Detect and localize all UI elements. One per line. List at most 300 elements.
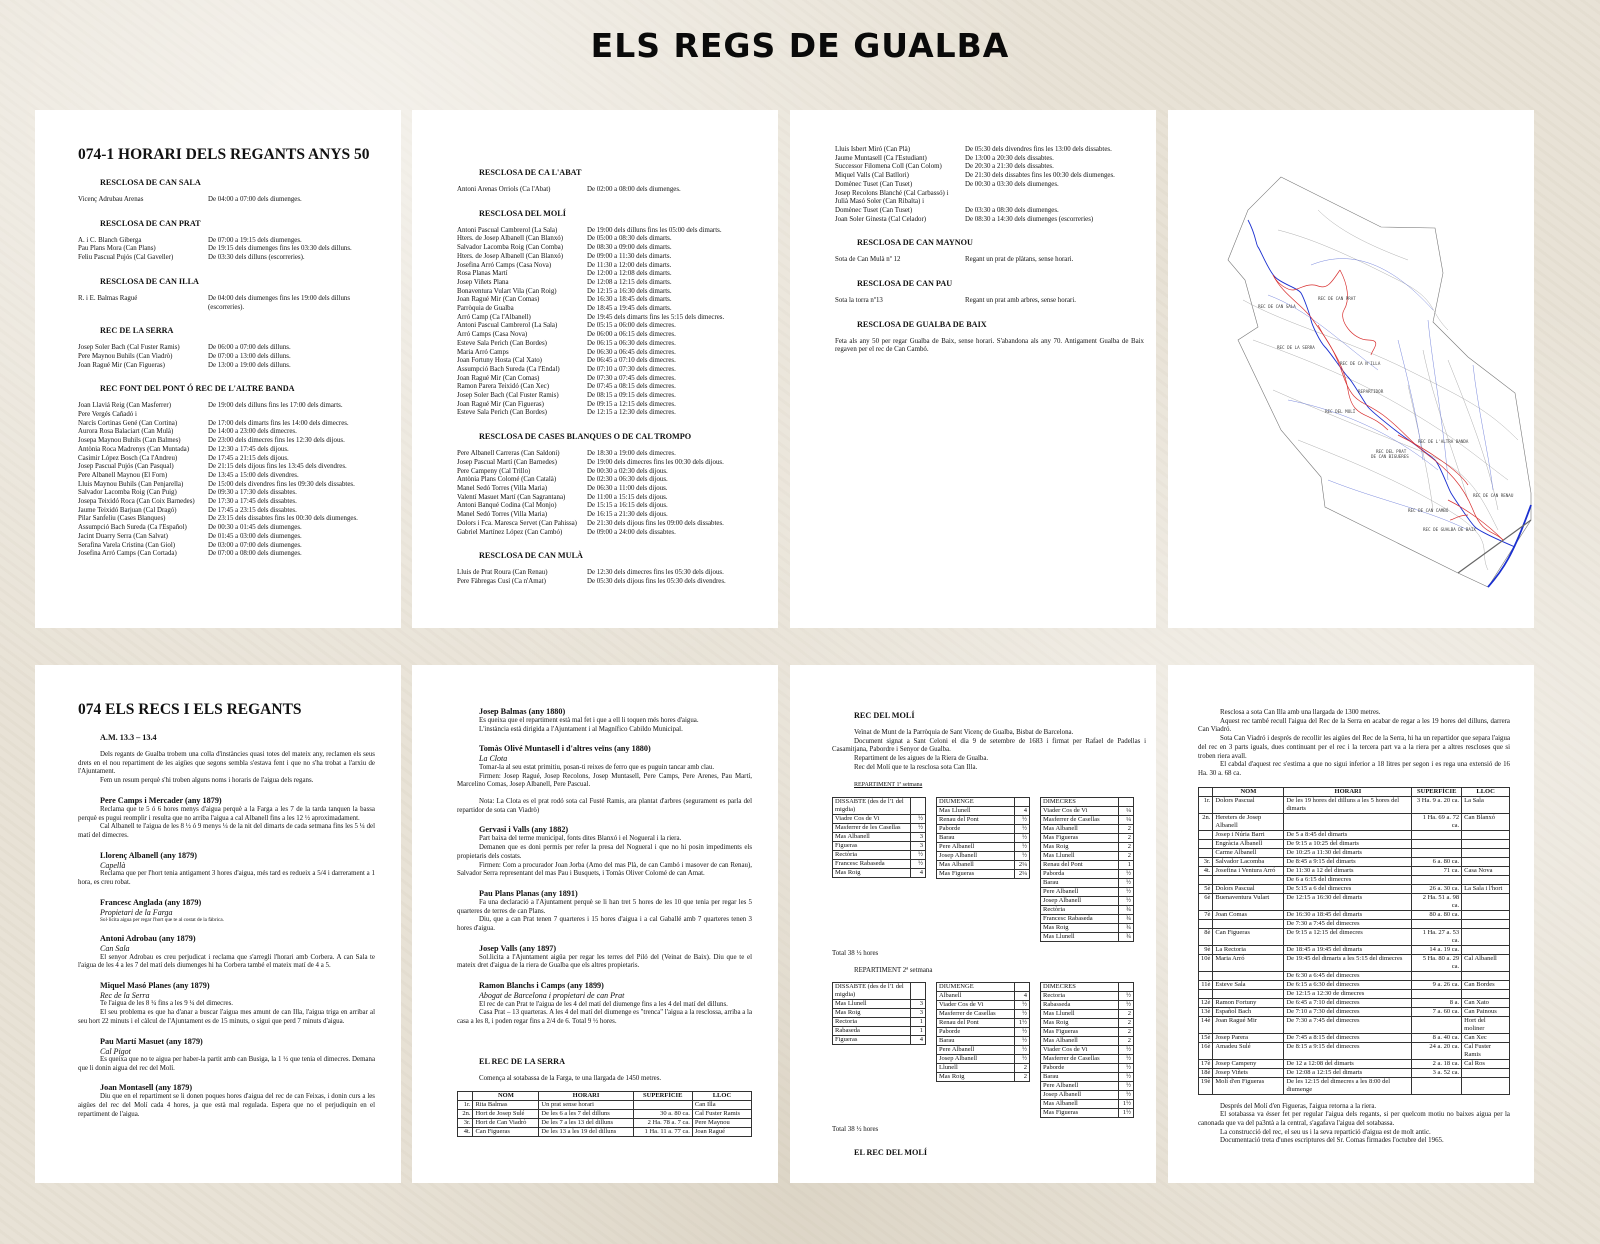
- document-page-horari-regants: [35, 110, 401, 628]
- holder-name: Mas Llunell: [1041, 852, 1119, 861]
- table-cell: [1199, 919, 1213, 928]
- schedule-list: [457, 227, 760, 418]
- schedule-row: [78, 498, 383, 507]
- section-heading: RESCLOSA DE CASES BLANQUES O DE CAL TROMPO: [479, 432, 692, 442]
- irrigation-time: [965, 198, 1144, 207]
- table-cell: Amadeu Sulé: [1213, 1042, 1284, 1059]
- paragraph: Diu que en el repartiment se li donen poques hores d'aigua del rec de can Feixas, i donin curs a les aigües del rec del Molí cada 4 hores, ja que està mal regulada. Espera que no el perjudiquin en el repartiment de l'aigua.: [78, 1093, 375, 1118]
- table-cell: De 8:15 a 9:15 del dimecres: [1284, 1042, 1412, 1059]
- irrigation-time: De 15:00 dels divendres fins les 09:30 dels dissabtes.: [208, 480, 355, 488]
- section-heading: RESCLOSA DE CAN PRAT: [100, 218, 201, 228]
- schedule-row: [457, 288, 760, 297]
- paragraph: Rec del Molí que te la resclosa sota Can Illa.: [854, 763, 978, 771]
- hours: 2: [1119, 843, 1134, 852]
- table-row: [458, 1128, 752, 1137]
- schedule-row: [78, 437, 383, 446]
- irrigator-name: Narcís Cortinas Gené (Can Cortina): [78, 419, 178, 427]
- schedule-row: [78, 420, 383, 429]
- paragraph: Després del Molí d'en Figueras, l'aigua retorna a la riera.: [1220, 1102, 1377, 1110]
- table-row: [1041, 834, 1134, 843]
- irrigator-name: Assumpció Bach Sureda (Ca l'Endal): [457, 365, 560, 373]
- irrigation-time: De 03:30 a 08:30 dels diumenges.: [965, 206, 1059, 214]
- table-cell: [1412, 1016, 1462, 1033]
- table-cell: De 7:30 a 7:45 del dimecres: [1284, 919, 1412, 928]
- label-rec-de-can-prat: REC DE CAN PRAT: [1318, 296, 1356, 301]
- table-cell: 1 Ha. 27 a. 53 ca.: [1412, 928, 1462, 945]
- hours: ½: [1015, 825, 1030, 834]
- holder-name: Pere Albanell: [1041, 1081, 1119, 1090]
- table-row: [1199, 857, 1510, 866]
- irrigator-name: Lluis Maynou Buhils (Can Penjarella): [78, 480, 184, 488]
- page-heading: 074-1 HORARI DELS REGANTS ANYS 50: [78, 146, 370, 163]
- total-hours: Total 38 ½ hores: [832, 950, 879, 958]
- label-repartidor: REPARTIDOR: [1358, 389, 1384, 394]
- holder-name: Paborda: [1041, 870, 1119, 879]
- holder-name: Figueras: [833, 842, 911, 851]
- hours: 2: [1119, 834, 1134, 843]
- irrigation-time: De 07:10 a 07:30 dels dimecres.: [587, 365, 676, 373]
- paragraph: El senyor Adrobau es creu perjudicat i reclama que s'arregli l'horari amb Corbera. A can Sala te l'aigua de les 4 a les 7 del matí dels diumenges hi ha Corbera també el mateix matí de 4 a 5.: [78, 953, 375, 970]
- table-cell: Ramon Fortuny: [1213, 998, 1284, 1007]
- table-cell: De 12 a 12:08 del dimarts: [1284, 1059, 1412, 1068]
- table-row: [833, 815, 926, 824]
- claimant-name: Francesc Anglada (any 1879): [100, 897, 202, 907]
- table-cell: Esteve Sala: [1213, 980, 1284, 989]
- table-cell: Hort de Can Viadrò: [473, 1119, 539, 1128]
- table-cell: 19è: [1199, 1077, 1213, 1094]
- table-cell: De 5 a 8:45 del dimarts: [1284, 830, 1412, 839]
- table-cell: De 12:08 a 12:15 del dimarts: [1284, 1068, 1412, 1077]
- table-cell: De 12:15 a 16:30 del dimarts: [1284, 893, 1412, 910]
- table-cell: [1462, 839, 1510, 848]
- schedule-row: [457, 401, 760, 410]
- schedule-row: [457, 186, 760, 195]
- irrigator-name: Josefina Arró Camps (Can Cortada): [78, 550, 177, 558]
- irrigator-name: Josep Recolons Blanché (Cal Carbassó) i: [835, 189, 949, 197]
- claimant-subtitle: La Clota: [479, 754, 508, 764]
- irrigator-name: Domènec Tuset (Can Tuset): [835, 206, 913, 214]
- irrigator-name: Gabriel Martínez López (Can Cambó): [457, 528, 563, 536]
- table-row: [1041, 1108, 1134, 1117]
- table-row: [937, 991, 1030, 1000]
- table-row: [833, 1026, 926, 1035]
- irrigation-time: De 19:00 dels dilluns fins les 05:00 dels dimarts.: [587, 226, 722, 234]
- section-heading: REC DE LA SERRA: [100, 326, 174, 336]
- holder-name: Pere Albanell: [1041, 888, 1119, 897]
- table-cell: 2 a. 18 ca.: [1412, 1059, 1462, 1068]
- table-cell: [1412, 875, 1462, 884]
- paragraph: Fem un resum perquè s'hi troben alguns noms i horaris de l'aigua dels regans.: [100, 777, 314, 785]
- irrigator-name: Arró Camp (Ca l'Albanell): [457, 313, 531, 321]
- irrigator-name: Parròquia de Gualba: [457, 305, 514, 313]
- table-cell: [1284, 813, 1412, 830]
- irrigator-name: Arró Camps (Casa Nova): [457, 331, 528, 339]
- table-cell: [1462, 830, 1510, 839]
- irrigator-name: Joan Ragué Mir (Can Comas): [457, 296, 540, 304]
- schedule-list: [78, 402, 383, 559]
- table-cell: Dolors Pascual: [1213, 796, 1284, 813]
- schedule-row: [78, 344, 383, 353]
- irrigator-name: Jaume Muntasell (Ca l'Estudiant): [835, 154, 927, 162]
- irrigator-name: Manel Sedó Torres (Villa Maria): [457, 511, 548, 519]
- schedule-row: [835, 256, 1144, 265]
- holder-name: Mas Roig: [1041, 924, 1119, 933]
- irrigation-time: De 02:30 a 06:30 dels dijous.: [587, 476, 668, 484]
- table-row: [1199, 839, 1510, 848]
- table-header-row: [1041, 798, 1134, 807]
- hours: 2¼: [1015, 870, 1030, 879]
- table-cell: De 11:30 a 12 del dimarts: [1284, 866, 1412, 875]
- holder-name: Llunell: [937, 1063, 1015, 1072]
- schedule-row: [78, 507, 383, 516]
- hours: ½: [1119, 991, 1134, 1000]
- schedule-row: [457, 349, 760, 358]
- hours: ½: [1015, 816, 1030, 825]
- table-cell: De 8:45 a 9:15 del dimarts: [1284, 857, 1412, 866]
- table-row: [937, 1036, 1030, 1045]
- schedule-row: [78, 196, 383, 205]
- table-header-row: [937, 982, 1030, 991]
- irrigation-time: De 05:00 a 08:30 dels dimarts.: [587, 235, 672, 243]
- hours: ¾: [1119, 933, 1134, 942]
- irrigation-time: De 06:45 a 07:10 dels dimecres.: [587, 357, 676, 365]
- irrigator-name: Sota la torra nº13: [835, 297, 883, 305]
- table-header-row: [458, 1092, 752, 1101]
- table-cell: 15è: [1199, 1033, 1213, 1042]
- schedule-row: [835, 198, 1144, 207]
- irrigator-name: Serafina Varela Cristina (Can Giol): [78, 541, 176, 549]
- schedule-row: [457, 244, 760, 253]
- schedule-row: [457, 569, 760, 578]
- table-cell: 4t.: [458, 1128, 473, 1137]
- distribution-tables: [832, 982, 1146, 1118]
- table-cell: 11è: [1199, 980, 1213, 989]
- table-row: [1199, 954, 1510, 971]
- holder-name: Mas Figueras: [1041, 1027, 1119, 1036]
- table-cell: [1199, 989, 1213, 998]
- hours: ½: [1015, 852, 1030, 861]
- paragraph: Diu, que a can Prat tenen 7 quarteres i 15 hores d'aigua i a cal Gaballé amb 7 quarteres tenen 3 hores d'aigua.: [457, 916, 752, 933]
- label-rec-de-can-renau: REC DE CAN RENAU: [1473, 493, 1514, 498]
- table-row: [833, 833, 926, 842]
- holder-name: Rectòria: [1041, 906, 1119, 915]
- irrigator-name: Josepa Maynou Buhils (Can Balmes): [78, 437, 181, 445]
- table-row: [1199, 848, 1510, 857]
- hours: 2: [1119, 1036, 1134, 1045]
- schedule-row: [78, 295, 383, 312]
- irrigation-time: De 06:30 a 06:45 dels dimecres.: [587, 348, 676, 356]
- table-cell: 24 a. 20 ca.: [1412, 1042, 1462, 1059]
- paragraph: Es queixa que el repartiment està mal fet i que a ell li toquen més hores d'aigua.: [479, 717, 699, 724]
- irrigation-time: De 17:45 a 21:15 dels dijous.: [208, 454, 289, 462]
- table-cell: Can Figueras: [1213, 928, 1284, 945]
- table-cell: De les 6 a les 7 del dilluns: [539, 1110, 633, 1119]
- irrigation-time: De 19:45 dels dimarts fins les 5:15 dels dimecres.: [587, 313, 725, 321]
- irrigator-name: A. i C. Blanch Giberga: [78, 236, 142, 244]
- holder-name: Pere Albanell: [937, 843, 1015, 852]
- schedule-row: [78, 533, 383, 542]
- schedule-row: [457, 235, 760, 244]
- day-header: DISSABTE (des de l'1 del migdia): [833, 798, 911, 815]
- table-cell: [1462, 857, 1510, 866]
- schedule-row: [457, 357, 760, 366]
- table-cell: 3r.: [458, 1119, 473, 1128]
- holder-name: Viadre Cos de Vi: [833, 815, 911, 824]
- table-row: [833, 842, 926, 851]
- claimant-subtitle: Abogat de Barcelona i propietari de can Prat: [479, 991, 625, 1001]
- hours: ½: [1119, 879, 1134, 888]
- table-row: [937, 1072, 1030, 1081]
- irrigation-time: De 19:00 dels dilluns fins les 17:00 dels dimarts.: [208, 402, 343, 410]
- schedule-row: [457, 227, 760, 236]
- table-row: [1041, 807, 1134, 816]
- table-cell: De les 19 hores del dilluns a les 5 hores del dimarts: [1284, 796, 1412, 813]
- holder-name: Figueras: [833, 1035, 911, 1044]
- schedule-row: [835, 207, 1144, 216]
- table-row: [1041, 915, 1134, 924]
- schedule-row: [457, 322, 760, 331]
- table-row: [833, 824, 926, 833]
- table-row: [1199, 989, 1510, 998]
- table-cell: 6è: [1199, 893, 1213, 910]
- table-cell: [1462, 945, 1510, 954]
- irrigation-time: De 09:15 a 12:15 dels dimecres.: [587, 400, 676, 408]
- schedule-row: [78, 481, 383, 490]
- spacer: [457, 1027, 752, 1035]
- irrigation-time: De 01:45 a 03:00 dels diumenges.: [208, 532, 302, 540]
- table-cell: De les 7 a les 13 del dilluns: [539, 1119, 633, 1128]
- paragraph: Aquest rec també recull l'aigua del Rec de la Serra en acabar de regar a les 19 hores del dilluns, darrera Can Viadró.: [1198, 717, 1510, 734]
- hours: 1: [1119, 861, 1134, 870]
- schedule-row: [457, 392, 760, 401]
- table-row: [937, 870, 1030, 879]
- holder-name: Mas Roig: [833, 1008, 911, 1017]
- paragraph: Demanen que es doni permís per refer la presa del Nogueral i que no hi posin impediments els propietaris dels costats.: [457, 844, 752, 860]
- table-row: [937, 816, 1030, 825]
- irrigator-name: Pau Plans Mora (Can Plans): [78, 245, 156, 253]
- page-heading: 074 ELS RECS I ELS REGANTS: [78, 701, 302, 718]
- hours: 2: [1119, 852, 1134, 861]
- table-cell: [1213, 989, 1284, 998]
- table-row: [1199, 796, 1510, 813]
- hours: 1: [911, 1017, 926, 1026]
- hours: 1½: [1119, 1099, 1134, 1108]
- holder-name: Mas Albanell: [1041, 1036, 1119, 1045]
- table-cell: [1462, 919, 1510, 928]
- table-row: [1041, 843, 1134, 852]
- irrigation-time: De 12:30 dels dimecres fins les 05:30 dels dijous.: [587, 569, 724, 577]
- blank-cell: [911, 798, 926, 815]
- label-rec-de-can-cambo: REC DE CAN CAMBÓ: [1408, 508, 1449, 513]
- table-row: [1199, 980, 1510, 989]
- table-cell: De 9:15 a 10:25 del dimarts: [1284, 839, 1412, 848]
- blank-cell: [1015, 798, 1030, 807]
- table-row: [1041, 1072, 1134, 1081]
- table-cell: [1412, 971, 1462, 980]
- table-cell: Hereters de Josep Albanell: [1213, 813, 1284, 830]
- blank-cell: [1119, 982, 1134, 991]
- schedule-row: [457, 485, 760, 494]
- table-cell: Salvador Lacomba: [1213, 857, 1284, 866]
- irrigator-name: Antònia Plans Colomé (Can Català): [457, 476, 557, 484]
- table-cell: 17è: [1199, 1059, 1213, 1068]
- holder-name: Mas Roig: [1041, 843, 1119, 852]
- column-header: LLOC: [692, 1092, 751, 1101]
- schedule-row: [835, 297, 1144, 306]
- schedule-row: [78, 472, 383, 481]
- irrigation-map: [1168, 110, 1534, 628]
- claimant-name: Josep Balmas (any 1880): [479, 707, 566, 716]
- table-cell: Can Painous: [1462, 1007, 1510, 1016]
- distribution-tables: [832, 797, 1146, 942]
- schedule-list: [835, 256, 1144, 265]
- irrigator-name: Joan Fortuny Hosta (Cal Xato): [457, 357, 542, 365]
- schedule-row: [457, 409, 760, 418]
- page-title: ELS REGS DE GUALBA: [590, 26, 1010, 65]
- table-cell: [1462, 875, 1510, 884]
- table-row: [1041, 879, 1134, 888]
- table-cell: [1199, 971, 1213, 980]
- claimant-name: Joan Montasell (any 1879): [100, 1083, 193, 1093]
- irrigator-name: Josefina Arró Camps (Casa Nova): [457, 261, 552, 269]
- column-header: HORARI: [539, 1092, 633, 1101]
- irrigation-time: De 07:45 a 08:15 dels dimecres.: [587, 383, 676, 391]
- claimant-subtitle: Cal Pigot: [100, 1046, 131, 1056]
- claimant-name: Tomàs Olivé Muntasell i d'altres veïns (any 1880): [479, 744, 651, 754]
- schedule-list: [457, 450, 760, 537]
- table-row: [1199, 928, 1510, 945]
- schedule-row: [457, 296, 760, 305]
- claimant-subtitle: Propietari de la Farga: [100, 907, 173, 917]
- table-cell: 71 ca.: [1412, 866, 1462, 875]
- holder-name: Mas Albanell: [833, 833, 911, 842]
- table-row: [1041, 870, 1134, 879]
- table-row: [833, 851, 926, 860]
- spacer: [1198, 1095, 1510, 1103]
- schedule-list: [78, 237, 383, 263]
- schedule-row: [457, 253, 760, 262]
- schedule-row: [78, 463, 383, 472]
- schedule-row: [457, 459, 760, 468]
- table-row: [1199, 866, 1510, 875]
- irrigator-name: Assumpció Bach Sureda (Ca l'Español): [78, 524, 187, 532]
- day-header: DIUMENGE: [937, 982, 1015, 991]
- label-rec-de-l-altra-banda: REC DE L'ALTRA BANDA: [1418, 439, 1469, 444]
- irrigation-time: De 16:30 a 18:45 dels dimarts.: [587, 296, 672, 304]
- hours: ½: [1015, 1027, 1030, 1036]
- table-cell: De 7:30 a 7:45 del dimecres: [1284, 1016, 1412, 1033]
- table-cell: Buenaventura Vulart: [1213, 893, 1284, 910]
- hours: ½: [1015, 843, 1030, 852]
- holder-name: Albanell: [937, 991, 1015, 1000]
- hours: ½: [911, 815, 926, 824]
- table-row: [937, 843, 1030, 852]
- table-row: [1041, 1081, 1134, 1090]
- table-row: [1199, 910, 1510, 919]
- table-cell: Can Xec: [1462, 1033, 1510, 1042]
- day-table: [1040, 982, 1134, 1118]
- table-row: [1041, 1099, 1134, 1108]
- document-page-rec-del-moli-taula: [1168, 665, 1534, 1183]
- table-cell: Can Blanxó: [1462, 813, 1510, 830]
- hours: ½: [1015, 1036, 1030, 1045]
- irrigation-time: De 19:15 dels diumenges fins les 03:30 dels dilluns.: [208, 245, 352, 253]
- irrigation-time: De 09:30 a 17:30 dels dissabtes.: [208, 489, 297, 497]
- hours: ½: [1119, 1045, 1134, 1054]
- table-row: [937, 1045, 1030, 1054]
- hours: ¼: [1119, 816, 1134, 825]
- holder-name: Masferrer de Casellas: [1041, 816, 1119, 825]
- paragraph: Es queixa que no te aigua per haber-la partit amb can Busiga, la 1 ½ que tenia el dimecres. Demana que li donin aigua del rec del Molí.: [78, 1056, 375, 1072]
- irrigation-time: De 21:30 dels dissabtes fins les 00:30 dels diumenges.: [965, 172, 1115, 180]
- table-cell: De 16:30 a 18:45 del dimarts: [1284, 910, 1412, 919]
- hours: 2: [1015, 1072, 1030, 1081]
- schedule-row: [457, 279, 760, 288]
- section-heading: A.M. 13.3 – 13.4: [100, 733, 157, 742]
- section-heading: RESCLOSA DE CAN MAYNOU: [857, 238, 973, 248]
- irrigator-name: Esteve Sala Perich (Can Bordes): [457, 339, 547, 347]
- table-row: [937, 825, 1030, 834]
- holder-name: Renau del Pont: [937, 816, 1015, 825]
- holder-name: Barau: [937, 834, 1015, 843]
- document-page-recs-regants: [35, 665, 401, 1183]
- table-cell: [1213, 971, 1284, 980]
- table-cell: De 7:45 a 8:15 del dimecres: [1284, 1033, 1412, 1042]
- table-row: [458, 1119, 752, 1128]
- hours: ½: [1015, 1000, 1030, 1009]
- schedule-row: [457, 520, 760, 529]
- table-cell: [1462, 928, 1510, 945]
- irrigator-name: Josep Soler Bach (Cal Fuster Ramis): [78, 344, 180, 352]
- table-cell: Joan Ragué: [692, 1128, 751, 1137]
- paragraph: Casa Prat – 13 quarteras. A les 4 del matí del diumenge es "trenca" l'aigua a la resclossa, arriba a la casa a les 8, i poden regar fins a 2/4 de 6. Total 9 ½ hores.: [457, 1009, 752, 1026]
- schedule-list: [78, 196, 383, 205]
- irrigation-time: De 05:30 dels dijous fins les 05:30 dels divendres.: [587, 577, 726, 585]
- irrigation-time: De 23:00 dels dimecres fins les 12:30 dels dijous.: [208, 437, 345, 445]
- schedule-row: [78, 515, 383, 524]
- day-header: DIMECRES: [1041, 798, 1119, 807]
- table-cell: [1412, 830, 1462, 839]
- section-heading: EL REC DE LA SERRA: [479, 1056, 565, 1066]
- schedule-row: [835, 146, 1144, 155]
- hours: 2: [1119, 1009, 1134, 1018]
- table-cell: De 9:15 a 12:15 del dimecres: [1284, 928, 1412, 945]
- table-row: [1199, 998, 1510, 1007]
- hours: ½: [1015, 1045, 1030, 1054]
- irrigator-name: Salvador Lacomba Roig (Can Puig): [78, 489, 177, 497]
- irrigator-name: Aurora Rosa Balaciart (Can Mulà): [78, 428, 174, 436]
- hours: 2: [1015, 1063, 1030, 1072]
- schedule-row: [457, 578, 760, 587]
- schedule-row: [78, 402, 383, 411]
- schedule-row: [835, 163, 1144, 172]
- section-heading: REC DEL MOLÍ: [854, 711, 915, 720]
- day-table: [936, 982, 1030, 1082]
- claimant-name: Ramon Blanchs i Camps (any 1899): [479, 981, 604, 991]
- table-cell: 2 Ha. 51 a. 98 ca.: [1412, 893, 1462, 910]
- irrigator-name: Antoni Pascual Cambrerol (La Sala): [457, 322, 558, 330]
- table-row: [937, 1009, 1030, 1018]
- table-header-row: [833, 982, 926, 999]
- holder-name: Rabaseda: [833, 1026, 911, 1035]
- paragraph: Sol.licita a l'Ajuntament aigüa per regar les terres del Piló del (Veinat de Baix). Diu que te el mateix dret d'aigua de la riera de Gualba que els altres propietaris.: [457, 953, 752, 970]
- table-row: [1199, 1059, 1510, 1068]
- hours: 3: [911, 999, 926, 1008]
- table-row: [1041, 897, 1134, 906]
- irrigator-name: Domènec Tuset (Can Tuset): [835, 180, 913, 188]
- table-header-row: [833, 798, 926, 815]
- irrigation-time: De 02:00 a 08:00 dels diumenges.: [587, 186, 681, 193]
